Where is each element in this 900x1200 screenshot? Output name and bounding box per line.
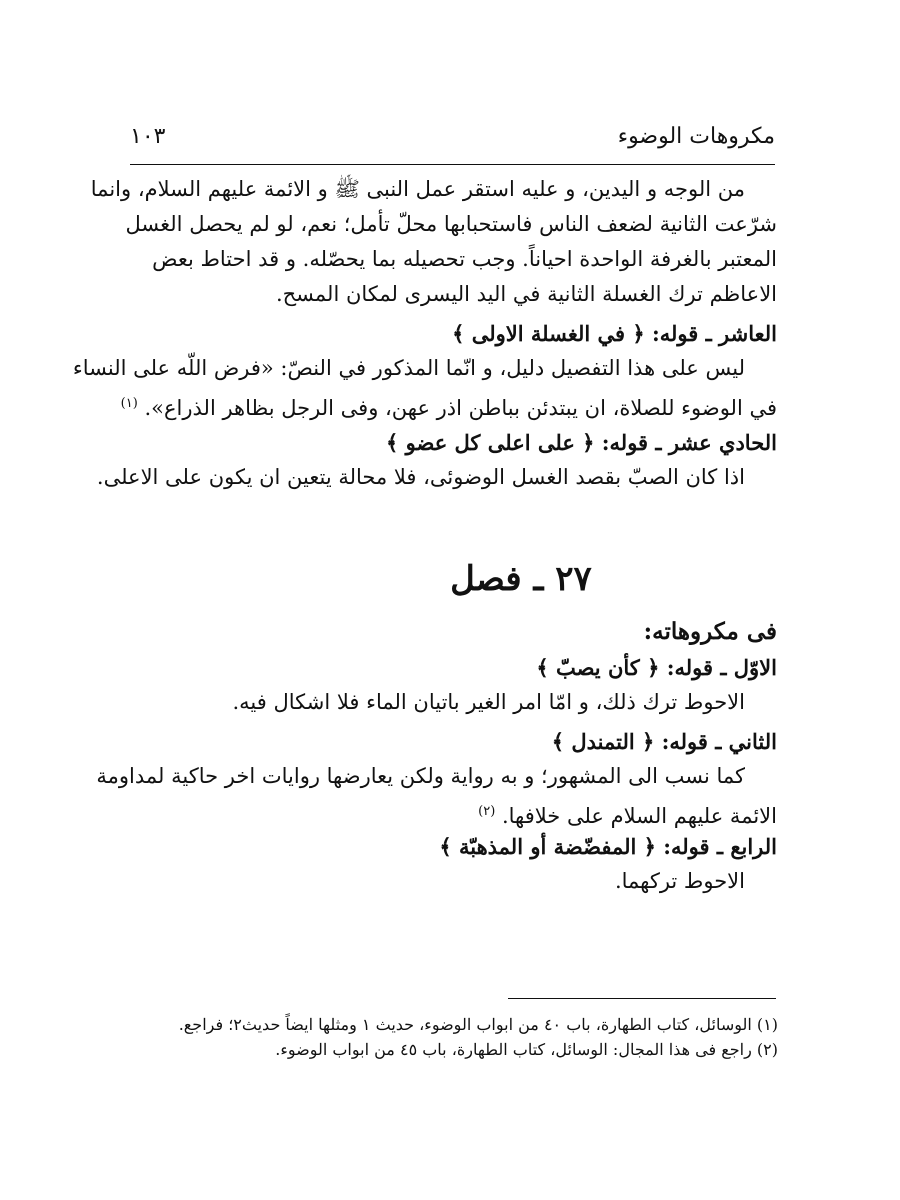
paragraph-4: الاحوط ترك ذلك، و امّا امر الغير باتيان الماء فلا اشكال فيه. — [232, 690, 745, 714]
paragraph-5 — [96, 759, 777, 829]
text-line: الاعاظم ترك الغسلة الثانية في اليد اليسرى لمكان المسح. — [275, 282, 777, 306]
text-line-content: في الوضوء للصلاة، ان يبتدئن بباطن اذر عهن، وفى الرجل بظاهر الذراع». — [144, 396, 777, 420]
paragraph-1 — [90, 172, 777, 312]
paragraph-3: اذا كان الصبّ بقصد الغسل الوضوئی، فلا محالة يتعين ان يكون على الاعلى. — [96, 465, 745, 489]
page-header — [130, 120, 775, 165]
text-line: المعتبر بالغرفة الواحدة احياناً. وجب تحصيله بما يحصّله. و قد احتاط بعض — [152, 247, 777, 271]
paragraph-2 — [72, 351, 777, 421]
footnote-reference: (۲) — [478, 804, 496, 819]
text-line: كما نسب الى المشهور؛ و به رواية ولكن يعارضها روايات اخر حاكية لمداومة — [96, 764, 745, 788]
heading-tenth: العاشر ـ قوله: ﴿ في الغسلة الاولى ﴾ — [452, 321, 777, 346]
footnote-2: (۲) راجع فى هذا المجال: الوسائل، كتاب الطهارة، باب ٤٥ من ابواب الوضوء. — [275, 1040, 778, 1059]
heading-eleventh: الحادي عشر ـ قوله: ﴿ على اعلى كل عضو ﴾ — [386, 430, 777, 455]
footnote-divider — [508, 998, 776, 999]
footnote-1: (۱) الوسائل، كتاب الطهارة، باب ٤٠ من ابواب الوضوء، حديث ۱ ومثلها ايضاً حديث۲؛ فراجع. — [178, 1015, 778, 1034]
text-line: من الوجه و اليدين، و عليه استقر عمل النبی ﷺ و الائمة عليهم السلام، وانما — [90, 177, 745, 201]
main-text — [72, 172, 777, 899]
heading-second: الثاني ـ قوله: ﴿ التمندل ﴾ — [551, 729, 777, 754]
text-line-content: الائمة عليهم السلام على خلافها. — [501, 804, 777, 828]
text-line — [155, 794, 777, 829]
text-line: ليس على هذا التفصيل دليل، و انّما المذكور في النصّ: «فرض اللّه على النساء — [72, 356, 745, 380]
paragraph-6: الاحوط تركهما. — [614, 869, 745, 893]
running-title: مکروهات الوضوء — [617, 124, 775, 149]
text-line — [120, 386, 777, 421]
heading-first: الاوّل ـ قوله: ﴿ كأن يصبّ ﴾ — [536, 655, 777, 680]
heading-fourth: الرابع ـ قوله: ﴿ المفضّضة أو المذهبّة ﴾ — [439, 834, 777, 859]
section-title: ۲۷ ـ فصل — [450, 559, 592, 599]
footnote-reference: (۱) — [120, 396, 138, 411]
section-intro: فی مکروهاته: — [643, 618, 777, 645]
page-number: ۱۰۳ — [130, 124, 166, 149]
text-line: شرّعت الثانية لضعف الناس فاستحبابها محلّ تأمل؛ نعم، لو لم يحصل الغسل — [125, 212, 777, 236]
footnotes — [165, 1012, 778, 1062]
